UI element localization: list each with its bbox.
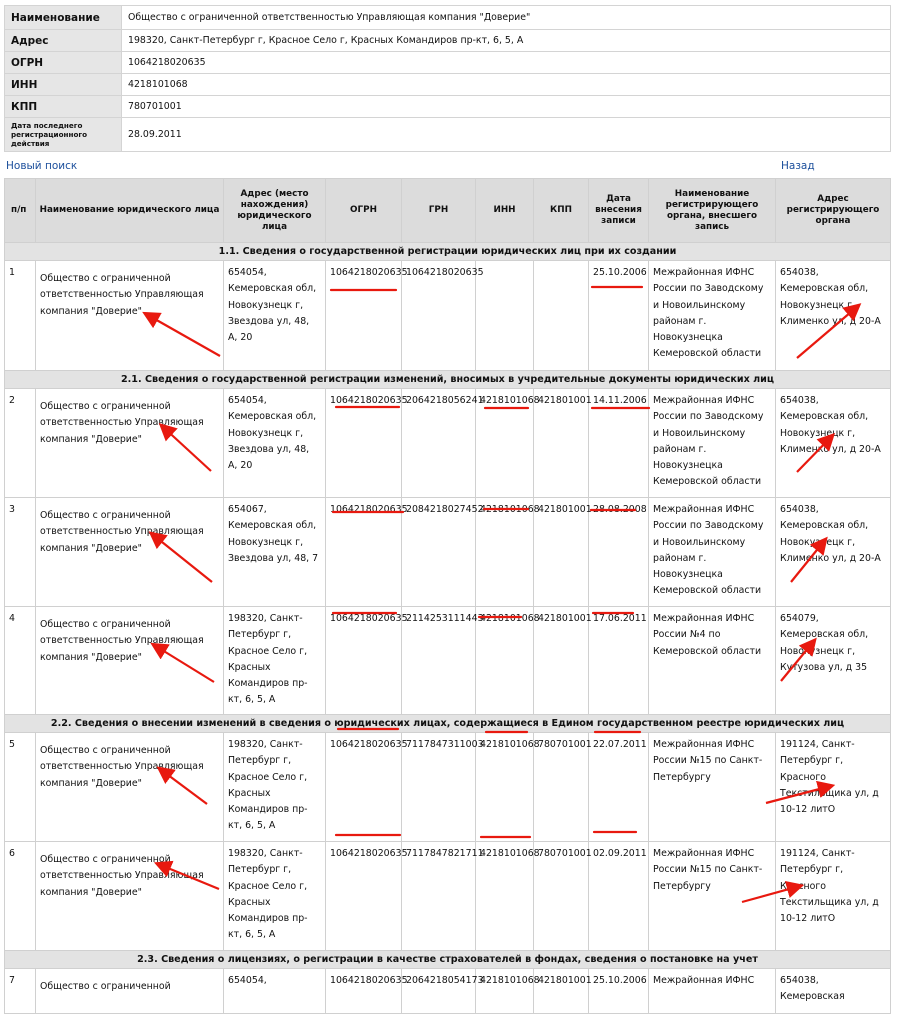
cell-date: 22.07.2011 (589, 733, 649, 842)
table-row (5, 261, 891, 371)
cell-num: 2 (5, 389, 36, 498)
cell-authority: Межрайонная ИФНС (649, 969, 776, 1014)
table-row (5, 733, 891, 842)
cell-authority-address: 654038, Кемеровская (776, 969, 891, 1014)
table-row (5, 969, 891, 1014)
cell-kpp: 421801001 (534, 607, 589, 715)
cell-inn: 4218101068 (476, 498, 534, 607)
cell-ogrn: 1064218020635 (326, 969, 402, 1014)
cell-kpp (534, 261, 589, 371)
cell-address: 198320, Санкт-Петербург г, Красное Село г, Красных Командиров пр-кт, 6, 5, А (224, 842, 326, 951)
cell-name: Общество с ограниченной ответственностью Управляющая компания "Доверие" (36, 498, 224, 607)
cell-address: 654054, (224, 969, 326, 1014)
section-row (5, 243, 891, 261)
cell-ogrn: 1064218020635 (326, 607, 402, 715)
cell-grn: 2114253111443 (402, 607, 476, 715)
cell-authority-address: 654038, Кемеровская обл, Новокузнецк г, Клименко ул, д 20-А (776, 389, 891, 498)
cell-date: 25.10.2006 (589, 969, 649, 1014)
cell-num: 7 (5, 969, 36, 1014)
header-date: Дата внесения записи (589, 179, 649, 243)
info-row-name (5, 6, 891, 30)
table-row (5, 607, 891, 715)
cell-ogrn: 1064218020635 (326, 733, 402, 842)
info-value-address: 198320, Санкт-Петербург г, Красное Село г, Красных Командиров пр-кт, 6, 5, А (122, 30, 891, 52)
cell-address: 654067, Кемеровская обл, Новокузнецк г, Звездова ул, 48, 7 (224, 498, 326, 607)
info-label-last-date: Дата последнего регистрационного действия (5, 118, 122, 152)
info-row-ogrn (5, 52, 891, 74)
cell-authority: Межрайонная ИФНС России по Заводскому и Новоильинскому районам г. Новокузнецка Кемеровской области (649, 389, 776, 498)
cell-authority: Межрайонная ИФНС России №4 по Кемеровской области (649, 607, 776, 715)
cell-authority-address: 654079, Кемеровская обл, Новокузнецк г, Кутузова ул, д 35 (776, 607, 891, 715)
cell-name: Общество с ограниченной ответственностью Управляющая компания "Доверие" (36, 842, 224, 951)
new-search-link[interactable]: Новый поиск (6, 160, 78, 172)
info-row-inn (5, 74, 891, 96)
cell-inn: 4218101068 (476, 842, 534, 951)
cell-kpp: 421801001 (534, 498, 589, 607)
cell-authority: Межрайонная ИФНС России по Заводскому и Новоильинскому районам г. Новокузнецка Кемеровской области (649, 261, 776, 371)
info-label-ogrn: ОГРН (5, 52, 122, 74)
cell-name: Общество с ограниченной (36, 969, 224, 1014)
info-label-name: Наименование (5, 6, 122, 30)
cell-name: Общество с ограниченной ответственностью Управляющая компания "Доверие" (36, 389, 224, 498)
cell-authority-address: 654038, Кемеровская обл, Новокузнецк г, Клименко ул, д 20-А (776, 498, 891, 607)
cell-ogrn: 1064218020635 (326, 842, 402, 951)
info-value-name: Общество с ограниченной ответственностью Управляющая компания "Доверие" (122, 6, 891, 30)
cell-address: 654054, Кемеровская обл, Новокузнецк г, Звездова ул, 48, А, 20 (224, 261, 326, 371)
back-link[interactable]: Назад (781, 160, 815, 172)
cell-inn: 4218101068 (476, 389, 534, 498)
cell-ogrn: 1064218020635 (326, 261, 402, 371)
section-title: 2.2. Сведения о внесении изменений в сведения о юридических лицах, содержащиеся в Едином государственном реестре юридических лиц (5, 715, 891, 733)
cell-ogrn: 1064218020635 (326, 389, 402, 498)
cell-num: 1 (5, 261, 36, 371)
header-authority: Наименование регистрирующего органа, внесшего запись (649, 179, 776, 243)
cell-name: Общество с ограниченной ответственностью Управляющая компания "Доверие" (36, 607, 224, 715)
cell-num: 3 (5, 498, 36, 607)
table-row (5, 389, 891, 498)
info-label-kpp: КПП (5, 96, 122, 118)
info-value-inn: 4218101068 (122, 74, 891, 96)
cell-inn: 4218101068 (476, 733, 534, 842)
info-row-last-date (5, 118, 891, 152)
cell-name: Общество с ограниченной ответственностью Управляющая компания "Доверие" (36, 733, 224, 842)
cell-inn: 4218101068 (476, 607, 534, 715)
table-row (5, 842, 891, 951)
cell-inn (476, 261, 534, 371)
table-row (5, 498, 891, 607)
registry-records-table (4, 178, 891, 1014)
cell-authority: Межрайонная ИФНС России №15 по Санкт-Петербургу (649, 733, 776, 842)
header-num: п/п (5, 179, 36, 243)
cell-authority-address: 654038, Кемеровская обл, Новокузнецк г, Клименко ул, д 20-А (776, 261, 891, 371)
info-value-last-date: 28.09.2011 (122, 118, 891, 152)
info-row-address (5, 30, 891, 52)
cell-grn: 2064218056241 (402, 389, 476, 498)
cell-kpp: 421801001 (534, 389, 589, 498)
header-ogrn: ОГРН (326, 179, 402, 243)
cell-address: 198320, Санкт-Петербург г, Красное Село г, Красных Командиров пр-кт, 6, 5, А (224, 733, 326, 842)
info-value-kpp: 780701001 (122, 96, 891, 118)
cell-ogrn: 1064218020635 (326, 498, 402, 607)
section-title: 2.1. Сведения о государственной регистрации изменений, вносимых в учредительные документы юридических лиц (5, 371, 891, 389)
cell-authority: Межрайонная ИФНС России по Заводскому и Новоильинскому районам г. Новокузнецка Кемеровской области (649, 498, 776, 607)
cell-date: 28.08.2008 (589, 498, 649, 607)
cell-inn: 4218101068 (476, 969, 534, 1014)
table-header-row (5, 179, 891, 243)
section-title: 2.3. Сведения о лицензиях, о регистрации в качестве страхователей в фондах, сведения о постановке на учет (5, 951, 891, 969)
header-name: Наименование юридического лица (36, 179, 224, 243)
cell-kpp: 780701001 (534, 842, 589, 951)
section-title: 1.1. Сведения о государственной регистрации юридических лиц при их создании (5, 243, 891, 261)
section-row (5, 951, 891, 969)
cell-authority: Межрайонная ИФНС России №15 по Санкт-Петербургу (649, 842, 776, 951)
cell-grn: 7117847821711 (402, 842, 476, 951)
cell-name: Общество с ограниченной ответственностью Управляющая компания "Доверие" (36, 261, 224, 371)
cell-num: 4 (5, 607, 36, 715)
cell-kpp: 421801001 (534, 969, 589, 1014)
info-label-inn: ИНН (5, 74, 122, 96)
cell-num: 6 (5, 842, 36, 951)
cell-date: 17.06.2011 (589, 607, 649, 715)
info-label-address: Адрес (5, 30, 122, 52)
header-grn: ГРН (402, 179, 476, 243)
cell-kpp: 780701001 (534, 733, 589, 842)
header-authority-address: Адрес регистрирующего органа (776, 179, 891, 243)
cell-date: 25.10.2006 (589, 261, 649, 371)
header-kpp: КПП (534, 179, 589, 243)
cell-grn: 7117847311003 (402, 733, 476, 842)
cell-grn: 1064218020635 (402, 261, 476, 371)
section-row (5, 715, 891, 733)
cell-authority-address: 191124, Санкт-Петербург г, Красного Текстильщика ул, д 10-12 литО (776, 842, 891, 951)
cell-date: 02.09.2011 (589, 842, 649, 951)
cell-authority-address: 191124, Санкт-Петербург г, Красного Текстильщика ул, д 10-12 литО (776, 733, 891, 842)
cell-num: 5 (5, 733, 36, 842)
header-inn: ИНН (476, 179, 534, 243)
cell-grn: 2064218054173 (402, 969, 476, 1014)
section-row (5, 371, 891, 389)
organization-info-table (4, 5, 891, 152)
info-value-ogrn: 1064218020635 (122, 52, 891, 74)
cell-date: 14.11.2006 (589, 389, 649, 498)
cell-address: 654054, Кемеровская обл, Новокузнецк г, Звездова ул, 48, А, 20 (224, 389, 326, 498)
cell-address: 198320, Санкт-Петербург г, Красное Село г, Красных Командиров пр-кт, 6, 5, А (224, 607, 326, 715)
header-address: Адрес (место нахождения) юридического лица (224, 179, 326, 243)
info-row-kpp (5, 96, 891, 118)
cell-grn: 2084218027452 (402, 498, 476, 607)
